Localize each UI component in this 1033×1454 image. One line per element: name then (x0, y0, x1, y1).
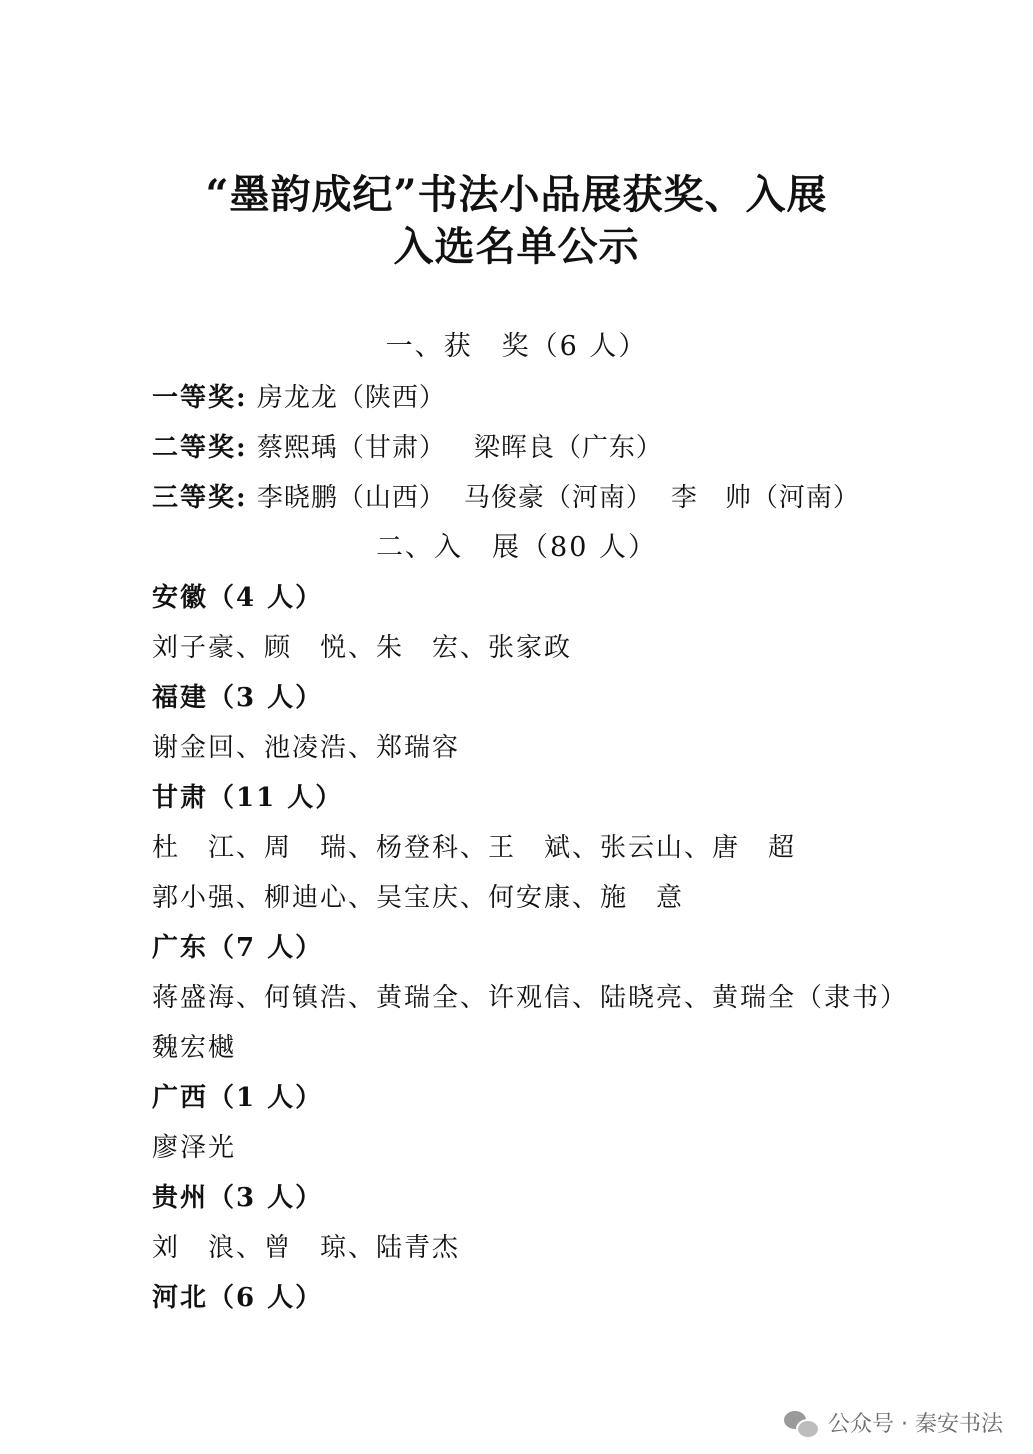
province-heading-guangxi: 广西（1 人） (152, 1083, 324, 1113)
first-prize-winner: 房龙龙（陕西） (256, 383, 446, 413)
province-heading-guizhou: 贵州（3 人） (152, 1183, 324, 1213)
province-heading-fujian: 福建（3 人） (152, 683, 324, 713)
third-prize-line (152, 478, 972, 518)
third-prize-label: 三等奖: (152, 483, 248, 513)
names-line: 蒋盛海、何镇浩、黄瑞全、许观信、陆晓亮、黄瑞全（隶书） (152, 983, 909, 1013)
province-heading-guangdong: 广东（7 人） (152, 933, 324, 963)
second-prize-winner: 梁晖良（广东） (473, 433, 663, 463)
first-prize-line (152, 378, 972, 418)
wechat-icon (784, 1409, 818, 1437)
second-prize-winner: 蔡熙瑀（甘肃） (256, 433, 446, 463)
third-prize-winner: 马俊豪（河南） (463, 483, 653, 513)
document-title-line-1: “墨韵成纪”书法小品展获奖、入展 (205, 171, 828, 218)
account-watermark (784, 1407, 1003, 1438)
names-line: 刘子豪、顾 悦、朱 宏、张家政 (152, 633, 573, 663)
second-prize-label: 二等奖: (152, 433, 248, 463)
names-line: 廖泽光 (152, 1133, 237, 1163)
province-heading-gansu: 甘肃（11 人） (152, 783, 344, 813)
province-heading-hebei: 河北（6 人） (152, 1283, 324, 1313)
exhibition-heading: 二、入 展（80 人） (376, 532, 657, 563)
second-prize-line (152, 428, 972, 468)
third-prize-winner: 李晓鹏（山西） (256, 483, 446, 513)
third-prize-winner: 李 帅（河南） (670, 483, 860, 513)
document-title-line-2: 入选名单公示 (393, 223, 640, 270)
names-line: 谢金回、池凌浩、郑瑞容 (152, 733, 461, 763)
first-prize-label: 一等奖: (152, 383, 248, 413)
names-line: 郭小强、柳迪心、吴宝庆、何安康、施 意 (152, 883, 685, 913)
names-line: 刘 浪、曾 琼、陆青杰 (152, 1233, 461, 1263)
province-heading-anhui: 安徽（4 人） (152, 583, 324, 613)
watermark-text: 公众号 · 秦安书法 (828, 1412, 1003, 1437)
names-line: 魏宏樾 (152, 1033, 237, 1063)
awards-heading: 一、获 奖（6 人） (385, 331, 648, 362)
names-line: 杜 江、周 瑞、杨登科、王 斌、张云山、唐 超 (152, 833, 797, 863)
